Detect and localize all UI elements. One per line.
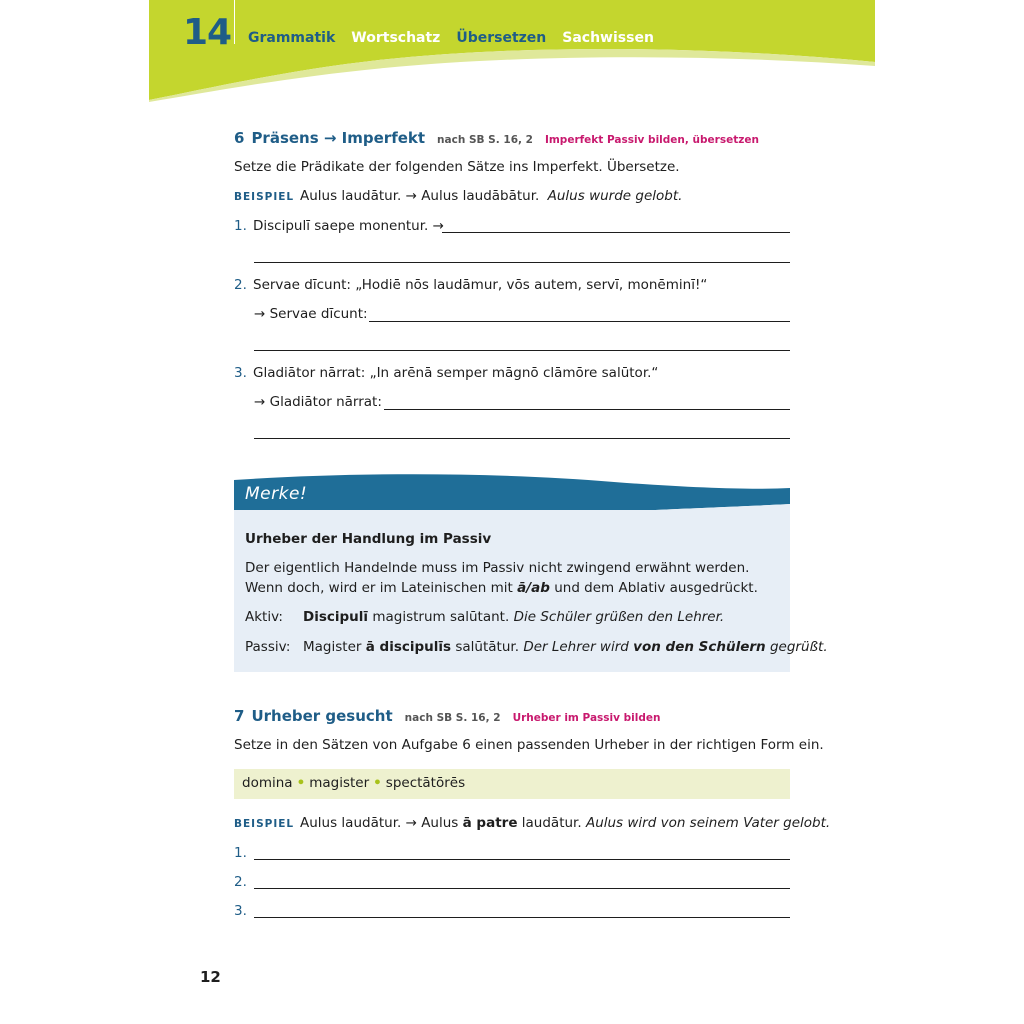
- task7-item-3-number: [234, 903, 253, 919]
- task6-item-1-text: Discipulī saepe monentur. →: [253, 218, 444, 234]
- word-item: spectātōrēs: [385, 775, 466, 791]
- word-box: [234, 769, 790, 799]
- merke-line2-c: und dem Ablativ ausgedrückt.: [554, 580, 758, 596]
- task7-example-a: Aulus laudātur. → Aulus: [300, 815, 459, 831]
- nav-sachwissen[interactable]: Sachwissen: [562, 30, 654, 46]
- task6-item-2-number: 2.: [234, 277, 247, 293]
- task6-item-2-follow: → Servae dīcunt:: [254, 306, 368, 322]
- answer-line[interactable]: [254, 888, 790, 889]
- task7-instruction: Setze in den Sätzen von Aufgabe 6 einen passenden Urheber in der richtigen Form ein.: [234, 737, 824, 753]
- answer-line[interactable]: [442, 232, 790, 233]
- merke-title: Merke!: [245, 484, 308, 504]
- task7-item-2-number: [234, 874, 253, 890]
- task7-example-bold: ā patre: [462, 815, 518, 831]
- word-list: [242, 775, 465, 791]
- word-item: domina: [242, 775, 293, 791]
- task7-item-number: 3.: [234, 903, 247, 919]
- answer-line[interactable]: [369, 321, 790, 322]
- task6-reference: nach SB S. 16, 2: [437, 134, 533, 146]
- task6-heading: [234, 129, 759, 147]
- answer-line[interactable]: [384, 409, 790, 410]
- task6-item-3: [234, 365, 658, 381]
- merke-aktiv-row: [245, 609, 724, 625]
- task6-example-label: BEISPIEL: [234, 191, 295, 203]
- merke-passiv-b: salūtātur.: [455, 639, 520, 655]
- task7-example: [234, 815, 830, 831]
- task6-item-3-number: 3.: [234, 365, 247, 381]
- word-item: magister: [309, 775, 370, 791]
- page-number: 12: [200, 968, 221, 986]
- merke-passiv-tr-bold: von den Schülern: [633, 639, 766, 655]
- merke-heading: Urheber der Handlung im Passiv: [245, 531, 492, 547]
- task6-item-1-number: 1.: [234, 218, 247, 234]
- chapter-header-band: [149, 0, 875, 102]
- answer-line[interactable]: [254, 350, 790, 351]
- task7-topic: Urheber im Passiv bilden: [512, 712, 661, 724]
- merke-passiv-a: Magister: [303, 639, 362, 655]
- task7-heading: [234, 707, 660, 725]
- merke-aktiv-translation: Die Schüler grüßen den Lehrer.: [513, 609, 725, 625]
- task6-item-2: [234, 277, 707, 293]
- task6-example: [234, 188, 682, 204]
- task6-item-2-text: Servae dīcunt: „Hodiē nōs laudāmur, vōs autem, servī, monēminī!“: [253, 277, 708, 293]
- task6-number: 6: [234, 129, 245, 147]
- answer-line[interactable]: [254, 859, 790, 860]
- task6-instruction: Setze die Prädikate der folgenden Sätze ins Imperfekt. Übersetze.: [234, 159, 680, 175]
- merke-passiv-bold: ā discipulīs: [365, 639, 452, 655]
- task7-reference: nach SB S. 16, 2: [404, 712, 501, 724]
- nav-grammatik[interactable]: Grammatik: [248, 30, 336, 46]
- merke-passiv-tr-a: Der Lehrer wird: [523, 639, 629, 655]
- nav-wortschatz[interactable]: Wortschatz: [351, 30, 441, 46]
- task7-item-1-number: [234, 845, 253, 861]
- task7-example-translation: Aulus wird von seinem Vater gelobt.: [585, 815, 831, 831]
- task7-example-label: BEISPIEL: [234, 818, 295, 830]
- word-separator: •: [296, 775, 306, 791]
- nav-uebersetzen[interactable]: Übersetzen: [456, 30, 547, 46]
- word-separator: •: [373, 775, 382, 791]
- task6-example-text: Aulus laudātur. → Aulus laudābātur.: [300, 188, 540, 204]
- task6-item-3-follow: → Gladiātor nārrat:: [254, 394, 382, 410]
- merke-line2-b: ā/ab: [517, 580, 550, 596]
- header-band-shape: [149, 0, 875, 102]
- merke-line1: Der eigentlich Handelnde muss im Passiv nicht zwingend erwähnt werden.: [245, 560, 750, 576]
- task7-item-number: 1.: [234, 845, 247, 861]
- merke-aktiv-label: Aktiv:: [245, 609, 283, 625]
- task6-topic: Imperfekt Passiv bilden, übersetzen: [544, 134, 759, 146]
- answer-line[interactable]: [254, 917, 790, 918]
- task7-example-b: laudātur.: [521, 815, 582, 831]
- task6-item-3-text: Gladiātor nārrat: „In arēnā semper māgnō clāmōre salūtor.“: [253, 365, 659, 381]
- task6-title: Präsens → Imperfekt: [251, 129, 426, 147]
- merke-passiv-tr-b: gegrüßt.: [769, 639, 828, 655]
- merke-passiv-row: [245, 639, 828, 655]
- chapter-nav: [248, 30, 654, 46]
- answer-line[interactable]: [254, 262, 790, 263]
- merke-line2-a: Wenn doch, wird er im Lateinischen mit: [245, 580, 513, 596]
- chapter-divider: [234, 0, 235, 44]
- merke-aktiv-bold: Discipulī: [303, 609, 369, 625]
- answer-line[interactable]: [254, 438, 790, 439]
- merke-passiv-label: Passiv:: [245, 639, 291, 655]
- chapter-number: 14: [183, 12, 232, 53]
- merke-line2: [245, 580, 758, 596]
- task7-number: 7: [234, 707, 245, 725]
- task7-title: Urheber gesucht: [251, 707, 393, 725]
- task7-item-number: 2.: [234, 874, 247, 890]
- merke-aktiv-rest: magistrum salūtant.: [372, 609, 510, 625]
- task6-example-translation: Aulus wurde gelobt.: [547, 188, 683, 204]
- task6-item-1: [234, 218, 444, 234]
